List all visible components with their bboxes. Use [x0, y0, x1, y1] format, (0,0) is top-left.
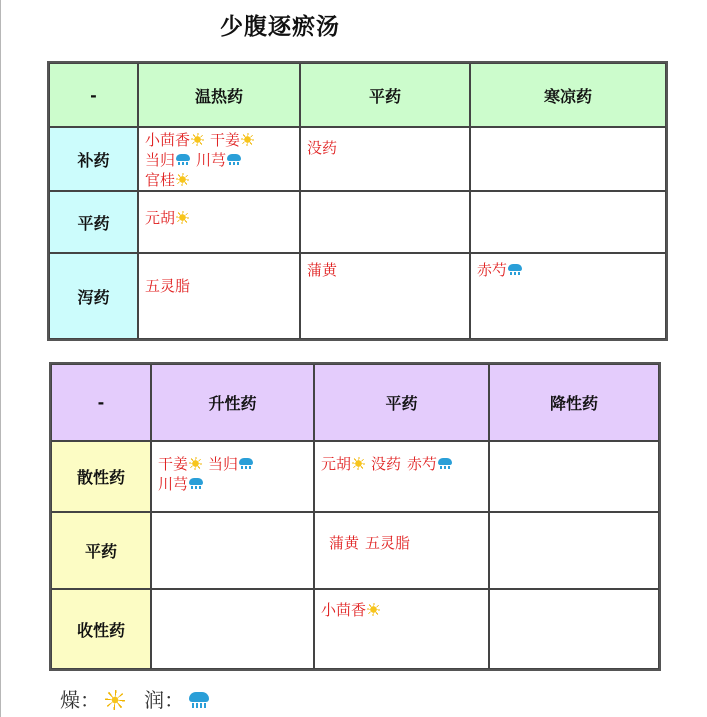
- herb-entry: [158, 475, 203, 493]
- herb-entry: [145, 131, 204, 149]
- table2-row-disperse: 散性药: [51, 441, 151, 512]
- herb-name: 元胡: [145, 209, 176, 227]
- herb-entry: [145, 277, 190, 295]
- table2-cell: [314, 512, 489, 589]
- herb-entry: [407, 455, 452, 473]
- herb-name: 蒲黄: [329, 534, 360, 552]
- herb-entry: [210, 131, 254, 149]
- legend: [60, 684, 209, 713]
- herb-entry: [365, 534, 410, 552]
- herb-name: 元胡: [321, 455, 352, 473]
- herb-nature-table: [47, 61, 668, 341]
- table2-cell: [151, 441, 314, 512]
- table2-col-descend: 降性药: [489, 364, 659, 441]
- rain-cloud-icon: [189, 691, 209, 709]
- herb-name: 当归: [145, 151, 176, 169]
- rain-cloud-icon: [189, 477, 203, 490]
- table2-cell: [314, 441, 489, 512]
- table2-cell: [489, 441, 659, 512]
- herb-entry: [321, 455, 365, 473]
- herb-name: 没药: [371, 455, 402, 473]
- herb-name: 蒲黄: [307, 261, 338, 279]
- table1-corner: -: [49, 63, 138, 127]
- rain-cloud-icon: [239, 457, 253, 470]
- herb-name: 没药: [307, 139, 338, 157]
- table2-cell: [489, 512, 659, 589]
- table1-cell: [470, 127, 666, 191]
- table2-cell: [314, 589, 489, 669]
- herb-name: 小茴香: [145, 131, 191, 149]
- table2-cell: [489, 589, 659, 669]
- table2-cell: [151, 512, 314, 589]
- sun-icon: [352, 457, 365, 470]
- sun-icon: [241, 133, 254, 146]
- table1-row-purge: 泻药: [49, 253, 138, 339]
- herb-entry: [196, 151, 241, 169]
- legend-dry-label: 燥：: [60, 688, 100, 712]
- herb-entry: [329, 534, 359, 552]
- table1-cell: [138, 253, 300, 339]
- herb-entry: [371, 455, 401, 473]
- herb-name: 五灵脂: [145, 277, 191, 295]
- sun-icon: [367, 603, 380, 616]
- table1-cell: [300, 191, 470, 253]
- herb-name: 干姜: [210, 131, 241, 149]
- rain-cloud-icon: [508, 263, 522, 276]
- page-title: 少腹逐瘀汤: [220, 13, 340, 40]
- herb-name: 当归: [208, 455, 239, 473]
- herb-name: 川芎: [158, 475, 189, 493]
- table1-cell: [138, 191, 300, 253]
- herb-entry: [158, 455, 202, 473]
- herb-name: 官桂: [145, 171, 176, 189]
- table2-col-neutral: 平药: [314, 364, 489, 441]
- herb-name: 五灵脂: [365, 534, 411, 552]
- table2-row-neutral: 平药: [51, 512, 151, 589]
- table1-col-cold: 寒凉药: [470, 63, 666, 127]
- table1-cell: [300, 253, 470, 339]
- herb-entry: [145, 171, 189, 189]
- table2-cell: [151, 589, 314, 669]
- table2-col-ascend: 升性药: [151, 364, 314, 441]
- table1-cell: [470, 253, 666, 339]
- table2-row-astringe: 收性药: [51, 589, 151, 669]
- sun-icon: [105, 690, 125, 710]
- table1-row-neutral: 平药: [49, 191, 138, 253]
- sun-icon: [176, 173, 189, 186]
- table1-col-warm: 温热药: [138, 63, 300, 127]
- herb-entry: [307, 261, 337, 279]
- herb-name: 川芎: [196, 151, 227, 169]
- herb-entry: [145, 209, 189, 227]
- sun-icon: [189, 457, 202, 470]
- left-border-line: [0, 0, 1, 717]
- sun-icon: [176, 211, 189, 224]
- rain-cloud-icon: [227, 153, 241, 166]
- herb-name: 干姜: [158, 455, 189, 473]
- table1-col-neutral: 平药: [300, 63, 470, 127]
- rain-cloud-icon: [438, 457, 452, 470]
- herb-name: 赤芍: [477, 261, 508, 279]
- herb-entry: [208, 455, 253, 473]
- legend-moist-label: 润：: [144, 688, 185, 712]
- herb-name: 小茴香: [321, 601, 367, 619]
- herb-entry: [321, 601, 380, 619]
- table2-corner: -: [51, 364, 151, 441]
- herb-entry: [145, 151, 190, 169]
- table1-cell: [470, 191, 666, 253]
- table1-row-tonify: 补药: [49, 127, 138, 191]
- herb-direction-table: [49, 362, 661, 671]
- table1-cell: [138, 127, 300, 191]
- table1-cell: [300, 127, 470, 191]
- sun-icon: [191, 133, 204, 146]
- herb-name: 赤芍: [407, 455, 438, 473]
- herb-entry: [477, 261, 522, 279]
- herb-entry: [307, 139, 337, 157]
- rain-cloud-icon: [176, 153, 190, 166]
